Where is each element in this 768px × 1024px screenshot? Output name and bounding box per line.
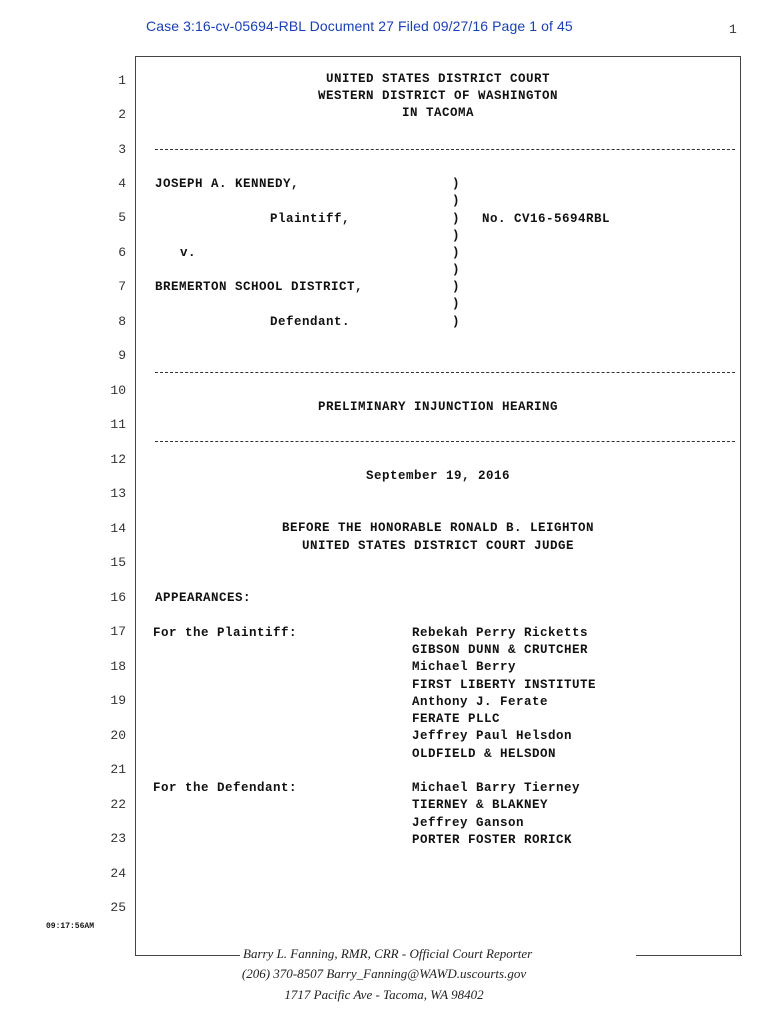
court-location: IN TACOMA bbox=[401, 106, 474, 120]
page-number: 1 bbox=[729, 22, 737, 37]
line-number: 11 bbox=[110, 417, 126, 432]
line-number: 15 bbox=[110, 555, 126, 570]
plaintiff-name: JOSEPH A. KENNEDY, bbox=[155, 177, 300, 191]
bottom-rule-left bbox=[135, 955, 240, 956]
caption-paren: ) bbox=[452, 194, 461, 208]
counsel-entry: OLDFIELD & HELSDON bbox=[412, 747, 557, 761]
line-number: 5 bbox=[118, 210, 126, 225]
line-number: 1 bbox=[118, 73, 126, 88]
line-number: 8 bbox=[118, 314, 126, 329]
reporter-line: Barry L. Fanning, RMR, CRR - Official Court Reporter bbox=[243, 946, 533, 961]
defendant-label: For the Defendant: bbox=[153, 781, 298, 795]
defendant-role: Defendant. bbox=[270, 315, 351, 329]
counsel-entry: PORTER FOSTER RORICK bbox=[412, 833, 573, 847]
counsel-entry: FIRST LIBERTY INSTITUTE bbox=[412, 678, 597, 692]
counsel-entry: FERATE PLLC bbox=[412, 712, 501, 726]
defendant-name: BREMERTON SCHOOL DISTRICT, bbox=[155, 280, 364, 294]
line-number: 22 bbox=[110, 797, 126, 812]
line-number: 24 bbox=[110, 866, 126, 881]
case-header: Case 3:16-cv-05694-RBL Document 27 Filed 09/27/16 Page 1 of 45 bbox=[146, 18, 573, 34]
divider bbox=[155, 441, 735, 442]
line-number: 23 bbox=[110, 831, 126, 846]
divider bbox=[155, 149, 735, 150]
plaintiff-role: Plaintiff, bbox=[270, 212, 351, 226]
counsel-entry: TIERNEY & BLAKNEY bbox=[412, 798, 549, 812]
appearances-heading: APPEARANCES: bbox=[155, 591, 252, 605]
line-number: 16 bbox=[110, 590, 126, 605]
hearing-title: PRELIMINARY INJUNCTION HEARING bbox=[317, 400, 559, 414]
line-number: 21 bbox=[110, 762, 126, 777]
line-number: 13 bbox=[110, 486, 126, 501]
reporter-address: 1717 Pacific Ave - Tacoma, WA 98402 bbox=[284, 987, 484, 1002]
counsel-entry: Rebekah Perry Ricketts bbox=[412, 626, 589, 640]
caption-paren: ) bbox=[452, 280, 461, 294]
counsel-entry: Anthony J. Ferate bbox=[412, 695, 549, 709]
reporter-contact: (206) 370-8507 Barry_Fanning@WAWD.uscourts.gov bbox=[241, 966, 527, 981]
judge-line-2: UNITED STATES DISTRICT COURT JUDGE bbox=[301, 539, 575, 553]
judge-line-1: BEFORE THE HONORABLE RONALD B. LEIGHTON bbox=[281, 521, 595, 535]
line-number: 17 bbox=[110, 624, 126, 639]
line-number: 6 bbox=[118, 245, 126, 260]
court-name: UNITED STATES DISTRICT COURT bbox=[325, 72, 551, 86]
hearing-date: September 19, 2016 bbox=[365, 469, 511, 483]
line-number: 18 bbox=[110, 659, 126, 674]
line-number: 19 bbox=[110, 693, 126, 708]
line-number: 4 bbox=[118, 176, 126, 191]
counsel-entry: Jeffrey Paul Helsdon bbox=[412, 729, 573, 743]
versus: v. bbox=[180, 246, 197, 260]
plaintiff-label: For the Plaintiff: bbox=[153, 626, 298, 640]
counsel-entry: Michael Barry Tierney bbox=[412, 781, 581, 795]
timestamp: 09:17:56AM bbox=[46, 922, 95, 931]
court-district: WESTERN DISTRICT OF WASHINGTON bbox=[317, 89, 559, 103]
line-number: 20 bbox=[110, 728, 126, 743]
caption-paren: ) bbox=[452, 246, 461, 260]
counsel-entry: Michael Berry bbox=[412, 660, 517, 674]
line-number: 7 bbox=[118, 279, 126, 294]
caption-paren: ) bbox=[452, 177, 461, 191]
line-number: 10 bbox=[110, 383, 126, 398]
divider bbox=[155, 372, 735, 373]
caption-paren: ) bbox=[452, 315, 461, 329]
line-number: 9 bbox=[118, 348, 126, 363]
case-number: No. CV16-5694RBL bbox=[482, 212, 611, 226]
line-number: 25 bbox=[110, 900, 126, 915]
caption-paren: ) bbox=[452, 229, 461, 243]
counsel-entry: Jeffrey Ganson bbox=[412, 816, 525, 830]
counsel-entry: GIBSON DUNN & CRUTCHER bbox=[412, 643, 589, 657]
caption-paren: ) bbox=[452, 212, 461, 226]
caption-paren: ) bbox=[452, 297, 461, 311]
line-number: 14 bbox=[110, 521, 126, 536]
caption-paren: ) bbox=[452, 263, 461, 277]
bottom-rule-right bbox=[636, 955, 742, 956]
line-number: 12 bbox=[110, 452, 126, 467]
line-number: 2 bbox=[118, 107, 126, 122]
line-number: 3 bbox=[118, 142, 126, 157]
